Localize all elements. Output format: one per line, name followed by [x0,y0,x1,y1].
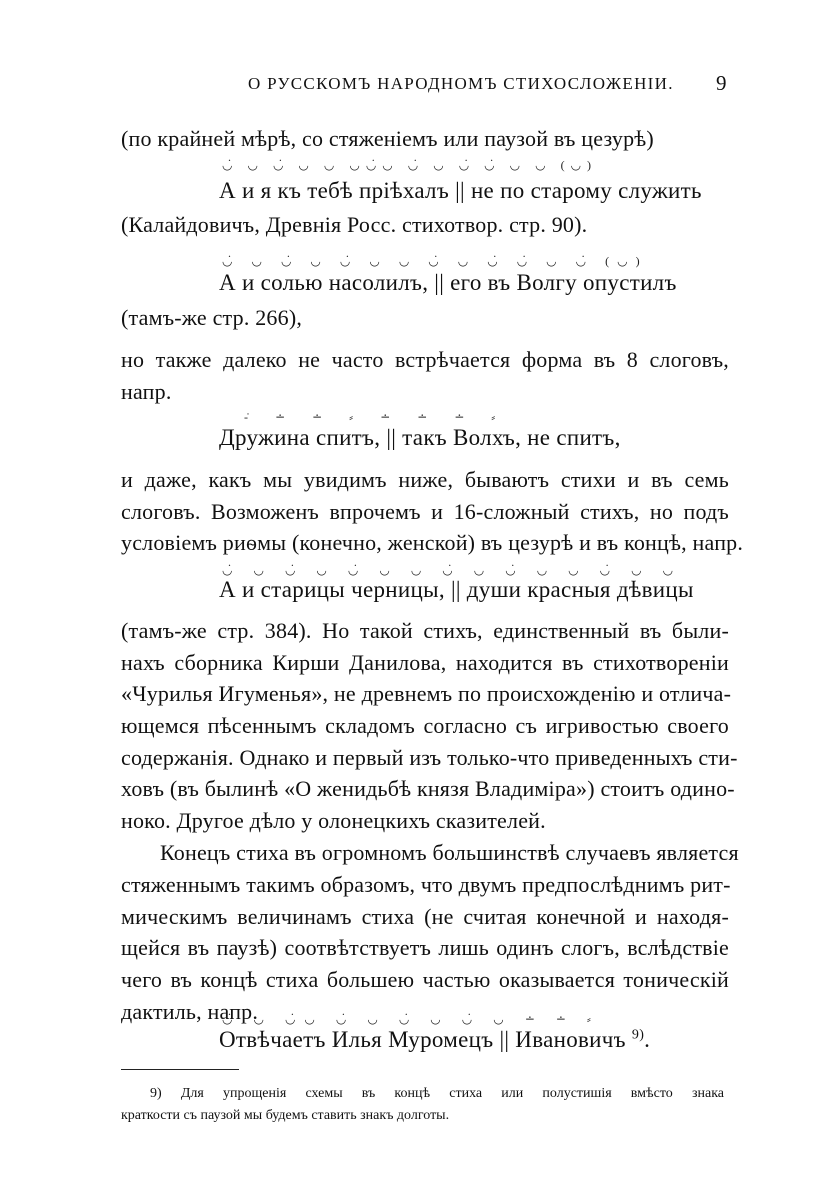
paragraph-line: ющемся пѣсеннымъ складомъ согласно съ игривостью своего [121,713,729,738]
paragraph-line: (по крайней мѣрѣ, со стяженіемъ или паузой въ цезурѣ) [121,126,654,151]
metrical-marks: ◡̇ ◡ ◡̇ ◡ ◡̇ ◡ ◡ ◡̇ ◡ ◡̇ ◡ ◡ ◡̇ ◡ ◡ [222,563,683,577]
footnote-divider [121,1069,239,1070]
paragraph-line: стяженнымъ такимъ образомъ, что двумъ предпослѣднимъ рит- [121,872,731,897]
page-number: 9 [716,71,727,95]
footnote-ref: 9) [631,1027,645,1043]
verse-text: Отвѣчаетъ Илья Муромецъ || Ивановичъ [219,1027,626,1052]
verse-line: А и солью насолилъ, || его въ Волгу опустилъ [219,270,677,295]
metrical-marks: ◡̇ ◡ ◡̇ ◡ ◡ ◡◡̇◡ ◡̇ ◡ ◡̇ ◡̇ ◡ ◡ (◡) [222,158,598,172]
paragraph-line: чего въ концѣ стиха большею частью оказывается тоническій [121,967,729,992]
paragraph-line: «Чурилья Игуменья», не древнемъ по происхожденію и отлича- [121,681,732,706]
paragraph-line: Конецъ стиха въ огромномъ большинствѣ случаевъ является [160,840,739,865]
verse-line: А и я къ тебѣ пріѣхалъ || не по старому служить [219,178,702,203]
verse-line: Дружина спитъ, || такъ Волхъ, не спитъ, [219,425,621,450]
paragraph-line: условіемъ риѳмы (конечно, женской) въ цезурѣ и въ концѣ, напр. [121,530,744,555]
verse-line: А и старицы черницы, || души красныя дѣвицы [219,577,694,602]
paragraph-line: (тамъ-же стр. 384). Но такой стихъ, единственный въ были- [121,618,729,643]
paragraph-line: напр. [121,379,172,404]
paragraph-line: ховъ (въ былинѣ «О женидьбѣ князя Владиміра») стоитъ одино- [121,776,735,801]
footnote-line: 9) Для упрощенія схемы въ концѣ стиха или полустишія вмѣсто знака [150,1086,724,1101]
paragraph-line: нахъ сборника Кирши Данилова, находится въ стихотвореніи [121,650,729,675]
running-header: О РУССКОМЪ НАРОДНОМЪ СТИХОСЛОЖЕНІИ. [248,74,674,93]
paragraph-line: дактиль, напр. [121,999,259,1024]
paragraph-line: мическимъ величинамъ стиха (не считая конечной и находя- [121,904,729,929]
footnote-line: краткости съ паузой мы будемъ ставить знакъ долготы. [121,1108,450,1123]
verse-end: . [644,1027,651,1052]
paragraph-line: и даже, какъ мы увидимъ ниже, бываютъ стихи и въ семь [121,467,729,492]
metrical-marks: ◡̇ ◡ ◡̇ ◡ ◡̇ ◡ ◡ ◡̇ ◡ ◡̇ ◡̇ ◡ ◡̇ (◡) [222,254,648,268]
paragraph-line: слоговъ. Возможенъ впрочемъ и 16-сложный стихъ, но подъ [121,499,729,524]
verse-line [219,1027,650,1053]
paragraph-line: щейся въ паузѣ) соотвѣтствуетъ лишь одинъ слогъ, вслѣдствіе [121,935,729,960]
citation-line: (Калайдовичъ, Древнія Росс. стихотвор. стр. 90). [121,212,588,237]
metrical-marks: -̇ ∸ ∸ ⸗ ∸ ∸ ∸ ⸗ [244,410,508,424]
citation-line: (тамъ-же стр. 266), [121,305,303,330]
metrical-marks: ◡̇ ◡ ◡̇◡ ◡̇ ◡ ◡̇ ◡ ◡̇ ◡ ∸ ∸ ⸗ [222,1012,600,1026]
paragraph-line: но также далеко не часто встрѣчается форма въ 8 слоговъ, [121,347,729,372]
paragraph-line: ноко. Другое дѣло у олонецкихъ сказителей. [121,808,546,833]
paragraph-line: содержанія. Однако и первый изъ только-что приведенныхъ сти- [121,745,738,770]
